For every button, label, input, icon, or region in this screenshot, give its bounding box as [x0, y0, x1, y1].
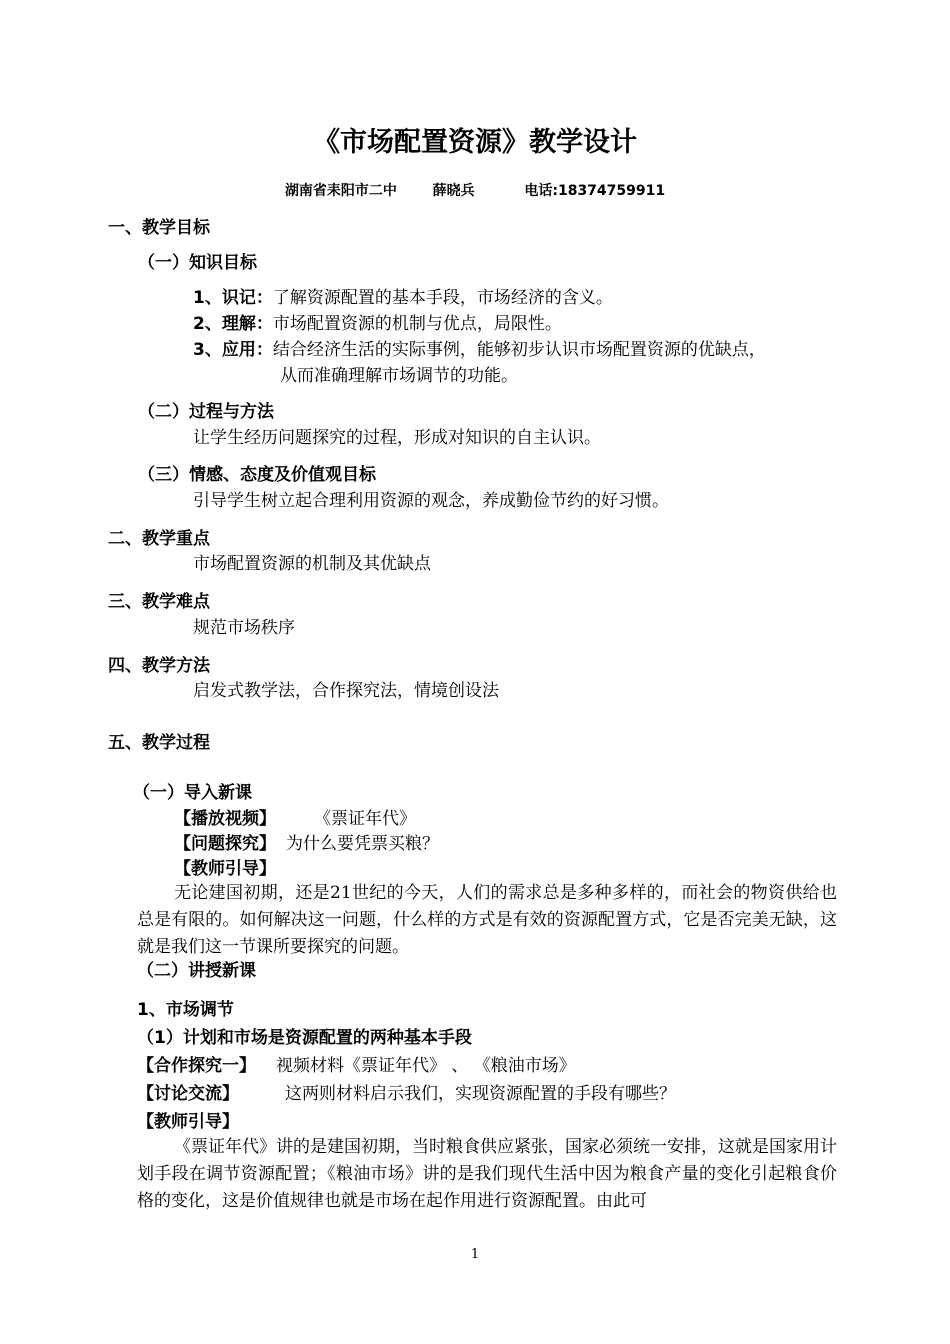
list-item: 2、理解：市场配置资源的机制与优点，局限性。 — [193, 314, 562, 334]
author-line — [0, 180, 950, 200]
topic-subheading: （1）计划和市场是资源配置的两种基本手段 — [137, 1028, 472, 1048]
coop-line: 【合作探究一】 视频材料《票证年代》 、 《粮油市场》 — [137, 1056, 576, 1076]
section-heading-methods: 四、教学方法 — [108, 656, 210, 676]
difficulties-text: 规范市场秩序 — [193, 618, 295, 638]
list-item: 1、识记：了解资源配置的基本手段，市场经济的含义。 — [193, 288, 613, 308]
video-line: 【播放视频】 《票证年代》 — [174, 809, 416, 829]
section-heading-process: 五、教学过程 — [108, 733, 210, 753]
document-title: 《市场配置资源》教学设计 — [313, 127, 637, 158]
guide-label: 【教师引导】 — [137, 1112, 239, 1132]
section-heading-difficulties: 三、教学难点 — [108, 592, 210, 612]
topic-guide-paragraph: 《票证年代》讲的是建国初期，当时粮食供应紧张，国家必须统一安排，这就是国家用计划手段在调节资源配置；《粮油市场》讲的是我们现代生活中因为粮食产量的变化引起粮食价格的变化，这是价值规律也就是市场在起作用进行资源配置。由此可 — [137, 1137, 837, 1211]
author-school: 湖南省耒阳市二中 — [284, 183, 397, 199]
subsection-heading-process: （二）过程与方法 — [138, 402, 274, 422]
list-item-continuation: 从而准确理解市场调节的功能。 — [280, 366, 518, 386]
topic-heading-market: 1、市场调节 — [137, 1000, 234, 1020]
guide-label: 【教师引导】 — [174, 859, 276, 879]
question-line: 【问题探究】 为什么要凭票买粮？ — [174, 834, 439, 854]
list-item: 3、应用：结合经济生活的实际事例，能够初步认识市场配置资源的优缺点， — [193, 340, 766, 360]
part-heading-intro: （一）导入新课 — [133, 783, 252, 803]
section-heading-key-points: 二、教学重点 — [108, 529, 210, 549]
key-points-text: 市场配置资源的机制及其优缺点 — [193, 554, 431, 574]
author-name: 薛晓兵 — [432, 183, 475, 199]
part-heading-lecture: （二）讲授新课 — [137, 961, 256, 981]
page-number: 1 — [470, 1247, 480, 1262]
section-heading-objectives: 一、教学目标 — [108, 218, 210, 238]
author-phone: 电话:18374759911 — [524, 183, 666, 199]
subsection-heading-knowledge: （一）知识目标 — [138, 253, 257, 273]
values-text: 引导学生树立起合理利用资源的观念，养成勤俭节约的好习惯。 — [193, 491, 669, 511]
subsection-heading-values: （三）情感、态度及价值观目标 — [138, 465, 376, 485]
process-text: 让学生经历问题探究的过程，形成对知识的自主认识。 — [193, 428, 601, 448]
discuss-line: 【讨论交流】 这两则材料启示我们，实现资源配置的手段有哪些？ — [137, 1084, 676, 1104]
intro-guide-paragraph: 无论建国初期，还是21世纪的今天，人们的需求总是多种多样的，而社会的物资供给也总是有限的。如何解决这一问题，什么样的方式是有效的资源配置方式，它是否完美无缺，这就是我们这一节课所要探究的问题。 — [137, 883, 837, 957]
methods-text: 启发式教学法，合作探究法，情境创设法 — [193, 681, 499, 701]
